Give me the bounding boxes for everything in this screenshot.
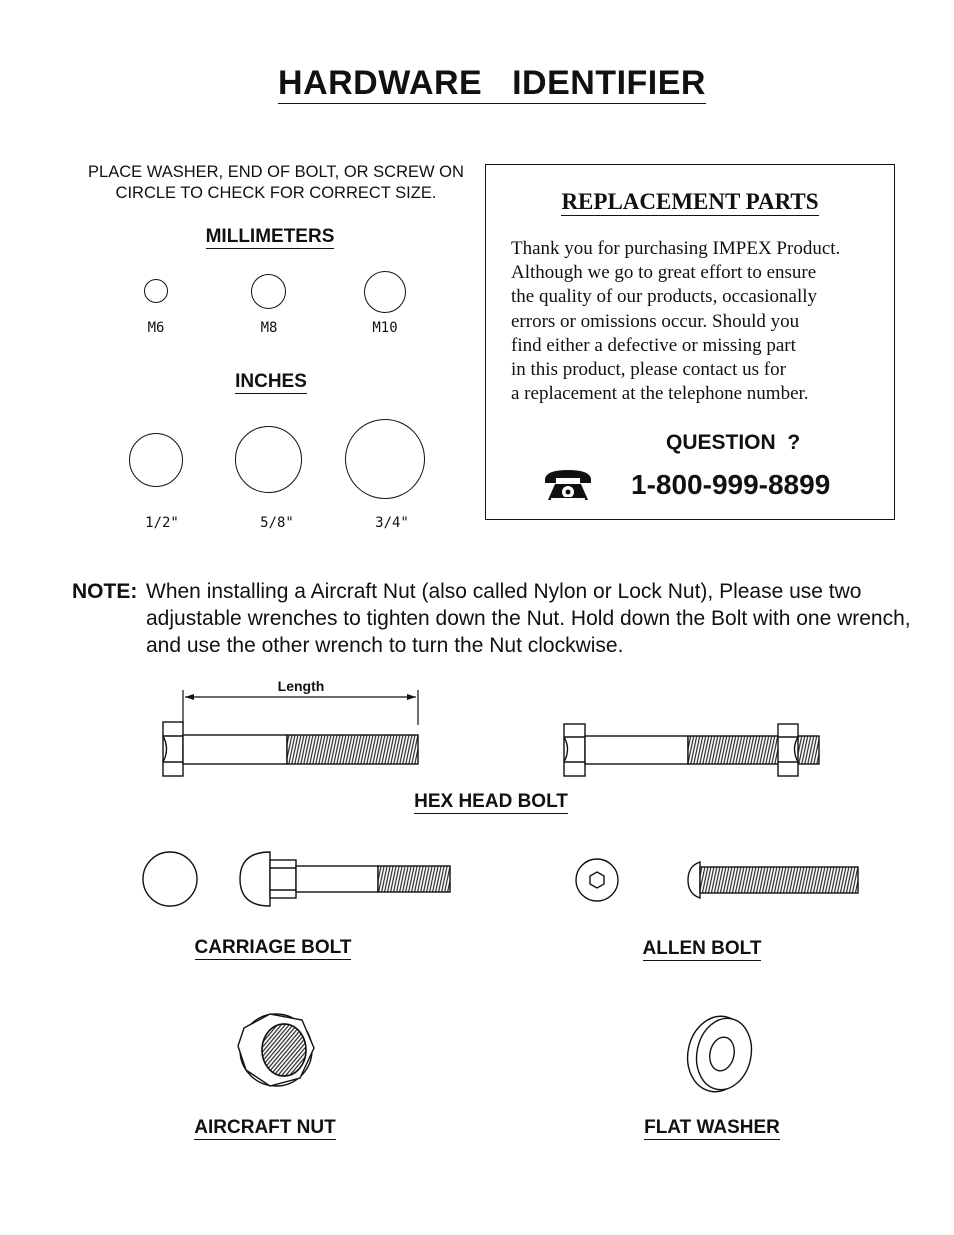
phone-number: 1-800-999-8899 xyxy=(631,469,831,500)
note-text: When installing a Aircraft Nut (also called Nylon or Lock Nut), Please use two adjustable wrenches to tighten down the Nut. Hold down the Bolt with one wrench, and use the other wrench to turn the Nut clockwise. xyxy=(146,580,911,657)
flat-washer-diagram xyxy=(681,1011,758,1098)
m6-label: M6 xyxy=(147,320,165,336)
length-dimension xyxy=(183,690,418,725)
inches-heading: INCHES xyxy=(235,371,307,392)
carriage-bolt-diagram xyxy=(143,852,450,906)
message-line: find either a defective or missing part xyxy=(511,334,796,356)
millimeters-heading: MILLIMETERS xyxy=(205,226,335,247)
replacement-parts-title: REPLACEMENT PARTS xyxy=(561,189,819,214)
five-eighths-inch-label: 5/8" xyxy=(260,515,294,531)
message-line: a replacement at the telephone number. xyxy=(511,383,809,405)
page-title: HARDWARE IDENTIFIER xyxy=(278,64,706,102)
message-line: Although we go to great effort to ensure xyxy=(511,262,817,284)
message-line: in this product, please contact us for xyxy=(511,359,786,381)
size-check-instruction: PLACE WASHER, END OF BOLT, OR SCREW ON CIRCLE TO CHECK FOR CORRECT SIZE. xyxy=(88,163,464,202)
message-line: the quality of our products, occasionally xyxy=(511,286,818,308)
allen-bolt-diagram xyxy=(576,859,858,901)
hex-head-bolt-with-nut-diagram xyxy=(564,724,819,776)
length-label: Length xyxy=(277,678,325,694)
question-label: QUESTION ? xyxy=(666,431,801,454)
m10-label: M10 xyxy=(372,320,398,336)
allen-bolt-label: ALLEN BOLT xyxy=(642,938,762,959)
half-inch-label: 1/2" xyxy=(145,515,179,531)
hex-head-bolt-diagram xyxy=(163,722,418,776)
note-label: NOTE: xyxy=(72,580,138,603)
carriage-bolt-label: CARRIAGE BOLT xyxy=(194,937,352,958)
three-quarter-inch-label: 3/4" xyxy=(375,515,409,531)
hex-head-bolt-label: HEX HEAD BOLT xyxy=(414,791,568,812)
m8-label: M8 xyxy=(260,320,278,336)
flat-washer-label: FLAT WASHER xyxy=(644,1117,780,1138)
message-line: Thank you for purchasing IMPEX Product. xyxy=(511,238,841,259)
aircraft-nut-diagram xyxy=(238,1014,314,1086)
message-line: errors or omissions occur. Should you xyxy=(511,310,800,332)
aircraft-nut-label: AIRCRAFT NUT xyxy=(194,1117,336,1138)
